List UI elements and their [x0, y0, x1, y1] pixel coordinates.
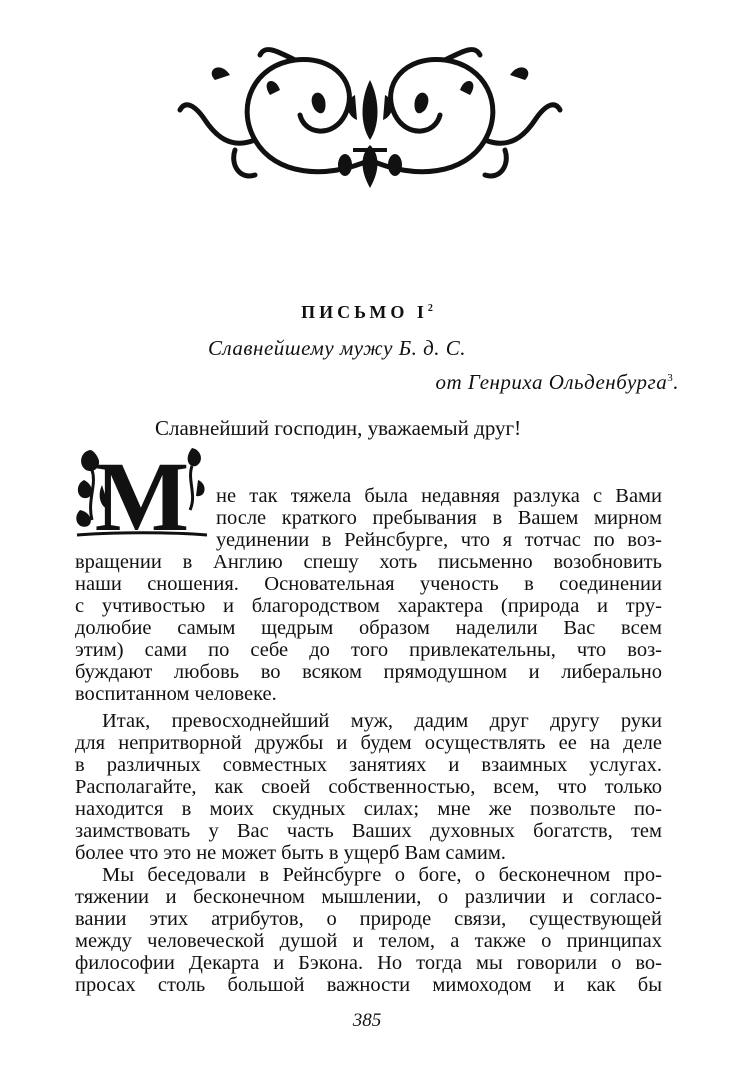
body-line: воспитанном человеке.: [75, 683, 277, 705]
dedication-line: Славнейшему мужу Б. д. С.: [208, 336, 466, 360]
decorative-initial: [72, 440, 212, 540]
body-line: просах столь большой важности мимоходом и как бы: [75, 974, 662, 996]
body-line: в различных совместных занятиях и взаимных услугах.: [75, 754, 662, 776]
body-line: Располагайте, как своей собственностью, всем, что только: [75, 776, 662, 798]
body-line: буждают любовь во всяком прямодушном и либерально: [75, 661, 662, 683]
letter-title: ПИСЬМО $I^2$: [301, 302, 433, 322]
sender-footnote-ref: 3: [667, 372, 674, 384]
dropcap-letter: М: [94, 441, 190, 540]
body-line: этим) сами по себе до того привлекательны, что воз-: [75, 639, 662, 661]
body-line: более что это не может быть в ущерб Вам самим.: [75, 842, 506, 864]
sender-line: от Генриха Ольденбурга$^3$.: [435, 370, 679, 394]
body-line: уединении в Рейнсбурге, что я тотчас по воз-: [216, 529, 662, 551]
body-line: между человеческой душой и телом, а также о принципах: [75, 930, 662, 952]
body-line: Итак, превосходнейший муж, дадим друг другу руки: [102, 710, 662, 732]
body-line: с учтивостью и благородством характера (природа и тру-: [75, 595, 662, 617]
body-line: не так тяжела была недавняя разлука с Вами: [216, 485, 662, 507]
body-line: философии Декарта и Бэкона. Но тогда мы говорили о во-: [75, 952, 662, 974]
body-line: после краткого пребывания в Вашем мирном: [216, 507, 662, 529]
body-line: Мы беседовали в Рейнсбурге о боге, о бесконечном про-: [102, 864, 662, 886]
body-line: долюбие самым щедрым образом наделили Вас всем: [75, 617, 662, 639]
body-line: для непритворной дружбы и будем осуществлять ее на деле: [75, 732, 662, 754]
page-number: 385: [352, 1010, 382, 1031]
body-line: находится в моих скудных силах; мне же позвольте по-: [75, 798, 662, 820]
body-line: тяжении и бесконечном мышлении, о различии и согласо-: [75, 886, 662, 908]
body-line: заимствовать у Вас часть Ваших духовных богатств, тем: [75, 820, 662, 842]
title-footnote-ref: 2: [427, 303, 433, 314]
floral-ornament-icon: [175, 40, 565, 190]
body-line: вании этих атрибутов, о природе связи, существующей: [75, 908, 662, 930]
body-line: вращении в Англию спешу хоть письменно возобновить: [75, 551, 662, 573]
body-line: наши сношения. Основательная ученость в соединении: [75, 573, 662, 595]
salutation: Славнейший господин, уважаемый друг!: [155, 416, 522, 440]
